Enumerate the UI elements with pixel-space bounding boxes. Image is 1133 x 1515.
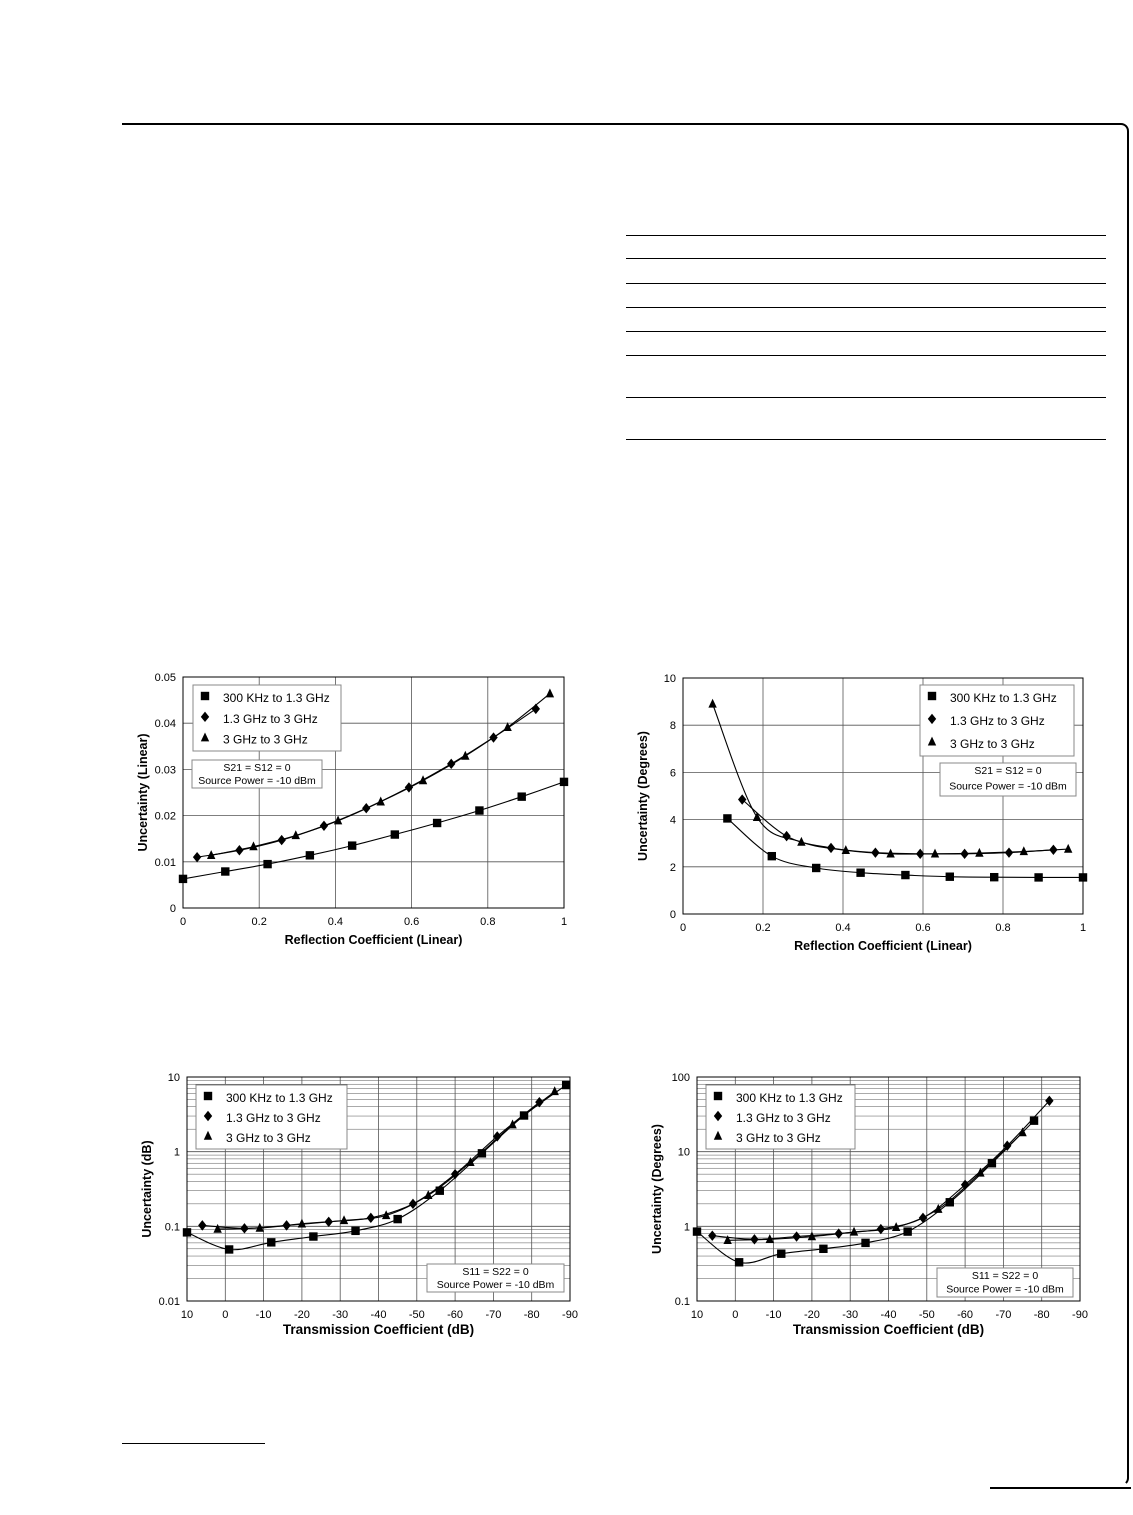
data-point-triangle [419,775,427,784]
x-tick-label: -80 [523,1309,540,1321]
x-tick-label: -10 [765,1309,782,1321]
series-line-diamond [742,800,1053,854]
data-point-square [306,851,314,859]
x-tick-label: -20 [803,1309,820,1321]
y-tick-label: 10 [663,673,676,685]
legend-label: 1.3 GHz to 3 GHz [226,1111,321,1125]
data-point-square [1034,873,1042,881]
data-point-diamond [738,794,746,804]
data-point-diamond [193,852,201,862]
table-rule [626,307,1106,308]
legend-label: 1.3 GHz to 3 GHz [736,1111,831,1125]
data-point-square [723,814,731,822]
annotation-text: S11 = S22 = 0 [462,1266,529,1278]
x-tick-label: -90 [562,1309,578,1321]
y-tick-label: 0.01 [158,1296,180,1308]
data-point-diamond [708,1230,716,1240]
y-axis-label: Uncertainty (dB) [140,1140,154,1238]
data-point-square [348,841,356,849]
annotation-text: Source Power = -10 dBm [198,775,316,787]
data-point-triangle [377,797,385,806]
legend-label: 3 GHz to 3 GHz [226,1131,311,1145]
x-tick-label: -60 [447,1309,464,1321]
data-point-triangle [753,812,761,821]
y-tick-label: 1 [173,1146,180,1159]
data-point-square [351,1227,359,1235]
data-point-square [391,830,399,838]
data-point-triangle [1064,844,1072,853]
x-tick-label: 0 [222,1309,229,1321]
y-tick-label: 0.1 [674,1296,690,1308]
data-point-triangle [1020,846,1028,855]
chart-transmission-magnitude [120,1060,590,1360]
footer-rule [990,1487,1131,1489]
x-axis-label: Transmission Coefficient (dB) [792,1322,985,1337]
x-tick-label: 0.6 [403,916,420,928]
x-tick-label: 0.8 [995,922,1011,934]
data-point-triangle [975,848,983,857]
data-point-square [768,852,776,860]
x-tick-label: 0.2 [755,922,771,934]
x-tick-label: -10 [255,1309,272,1321]
y-tick-label: 0.03 [154,764,176,777]
data-point-triangle [708,699,716,708]
data-point-square [693,1227,701,1235]
annotation-text: Source Power = -10 dBm [949,780,1067,793]
annotation-text: Source Power = -10 dBm [946,1283,1064,1296]
data-point-diamond [782,831,790,841]
legend-label: 300 KHz to 1.3 GHz [736,1091,843,1105]
table-rule [626,283,1106,284]
data-point-square [267,1238,275,1246]
legend-marker-square [928,692,936,700]
legend-label: 3 GHz to 3 GHz [223,732,308,747]
y-tick-label: 10 [677,1146,690,1159]
data-point-square [263,860,271,868]
legend-marker-square [204,1092,212,1100]
data-point-triangle [546,688,554,697]
data-point-square [433,819,441,827]
series-line-square [183,782,564,879]
x-tick-label: -30 [332,1309,349,1321]
y-tick-label: 8 [669,720,676,733]
y-tick-label: 0.1 [164,1221,180,1234]
legend-label: 1.3 GHz to 3 GHz [223,711,318,726]
table-rule [626,355,1106,356]
y-tick-label: 2 [669,861,676,874]
data-point-square [812,864,820,872]
x-tick-label: 10 [180,1309,194,1321]
y-tick-label: 1 [683,1221,690,1234]
x-tick-label: -50 [918,1309,935,1321]
legend-label: 300 KHz to 1.3 GHz [226,1091,333,1105]
y-tick-label: 100 [671,1072,690,1084]
x-tick-label: -80 [1033,1309,1050,1321]
table-rule [626,439,1106,440]
data-point-square [777,1250,785,1258]
x-tick-label: 0 [679,922,687,934]
data-point-square [562,1081,570,1089]
data-point-square [183,1228,191,1236]
x-tick-label: -40 [880,1309,897,1321]
footnote-rule [122,1443,265,1444]
y-axis-label: Uncertainty (Degrees) [636,731,650,861]
y-axis-label: Uncertainty (Degrees) [650,1124,664,1254]
y-axis-label: Uncertainty (Linear) [136,733,150,852]
x-tick-label: 0 [179,916,187,928]
table-rule [626,235,1106,236]
data-point-square [819,1245,827,1253]
y-tick-label: 0 [169,903,176,915]
x-tick-label: -20 [293,1309,310,1321]
legend-marker-square [714,1092,722,1100]
data-point-triangle [424,1190,432,1199]
x-tick-label: 0.2 [251,916,267,928]
data-point-diamond [493,1131,501,1141]
data-point-diamond [792,1231,800,1241]
data-point-square [735,1258,743,1266]
chart-reflection-phase [630,660,1100,960]
data-point-diamond [198,1220,206,1230]
x-axis-label: Reflection Coefficient (Linear) [284,933,463,947]
x-tick-label: 1 [560,916,568,928]
y-tick-label: 0.02 [154,810,176,823]
legend-marker-square [201,692,209,700]
annotation-text: S21 = S12 = 0 [223,762,291,774]
data-point-square [221,867,229,875]
x-tick-label: 0.6 [915,922,931,934]
x-tick-label: -60 [957,1309,974,1321]
legend-label: 300 KHz to 1.3 GHz [223,691,330,705]
data-point-triangle [213,1224,221,1233]
y-tick-label: 0.05 [154,672,176,684]
data-point-triangle [461,751,469,760]
y-tick-label: 10 [167,1072,180,1084]
legend-label: 300 KHz to 1.3 GHz [950,691,1057,705]
data-point-square [393,1215,401,1223]
legend-label: 3 GHz to 3 GHz [950,736,1035,751]
data-point-square [990,873,998,881]
x-tick-label: -30 [842,1309,859,1321]
y-tick-label: 4 [669,814,676,827]
data-point-square [475,806,483,814]
data-point-square [901,871,909,879]
data-point-square [903,1227,911,1235]
y-tick-label: 0.04 [154,718,176,731]
annotation-text: S21 = S12 = 0 [974,765,1042,777]
annotation-text: S11 = S22 = 0 [971,1270,1039,1282]
data-point-square [225,1245,233,1253]
x-axis-label: Reflection Coefficient (Linear) [794,939,972,953]
data-point-square [946,873,954,881]
y-tick-label: 6 [669,767,676,780]
data-point-square [560,778,568,786]
x-tick-label: 0.8 [480,916,496,928]
x-tick-label: 0 [732,1309,739,1321]
annotation-text: Source Power = -10 dBm [436,1279,555,1291]
data-point-triangle [723,1235,731,1244]
x-tick-label: 1 [1079,922,1087,934]
x-tick-label: -70 [995,1309,1012,1321]
x-tick-label: 10 [690,1309,704,1321]
chart-reflection-magnitude [120,660,590,960]
data-point-square [861,1239,869,1247]
data-point-square [1079,873,1087,881]
series-line-square [727,818,1083,877]
data-point-square [518,792,526,800]
legend-label: 3 GHz to 3 GHz [736,1131,821,1145]
legend-label: 1.3 GHz to 3 GHz [950,713,1045,728]
y-tick-label: 0.01 [154,856,176,869]
data-point-square [179,875,187,883]
x-tick-label: -70 [485,1309,502,1321]
x-tick-label: 0.4 [835,922,851,934]
table-rule [626,258,1106,259]
chart-transmission-phase [630,1060,1100,1360]
data-point-diamond [447,759,455,769]
table-rule [626,397,1106,398]
x-tick-label: -90 [1072,1309,1088,1321]
data-point-triangle [931,849,939,858]
x-axis-label: Transmission Coefficient (dB) [282,1322,475,1337]
x-tick-label: -50 [408,1309,425,1321]
data-point-square [856,869,864,877]
data-point-square [309,1232,317,1240]
x-tick-label: 0.4 [327,916,344,928]
x-tick-label: -40 [370,1309,387,1321]
y-tick-label: 0 [669,909,676,921]
table-rule [626,331,1106,332]
